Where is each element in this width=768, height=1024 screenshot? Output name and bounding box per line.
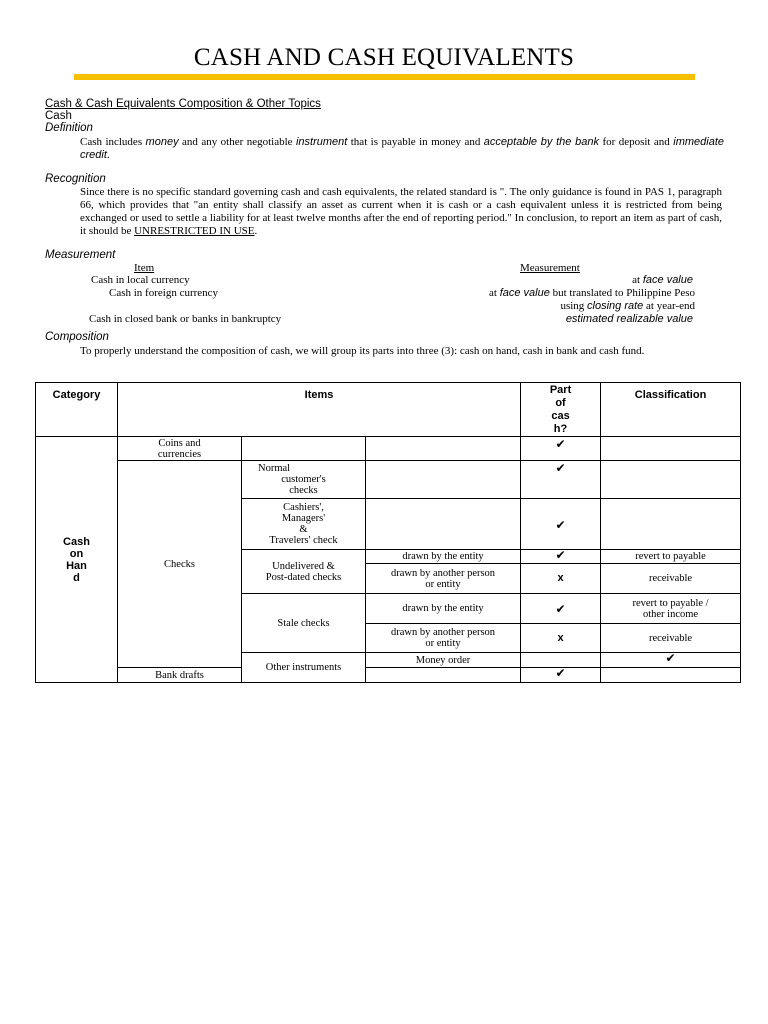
measurement-text: at year-end bbox=[643, 300, 695, 312]
item-stale-checks: Stale checks bbox=[242, 594, 366, 653]
part-of-cash-check: ✔ bbox=[521, 437, 601, 461]
item-checks: Checks bbox=[118, 461, 242, 668]
item-line: & bbox=[299, 524, 308, 535]
sub-item-line: drawn by another person bbox=[390, 627, 496, 638]
header-part-line: of bbox=[555, 397, 566, 409]
item-other-instruments: Other instruments bbox=[242, 653, 366, 683]
header-category: Category bbox=[36, 383, 118, 437]
sub-item-line: drawn by another person bbox=[390, 567, 496, 579]
measurement-col-item: Item bbox=[134, 262, 155, 274]
cash-composition-table bbox=[35, 382, 741, 683]
classification-cell bbox=[601, 668, 741, 683]
sub-item: drawn by the entity bbox=[366, 594, 521, 624]
item-line: Post-dated checks bbox=[265, 571, 342, 583]
composition-paragraph: To properly understand the composition of cash, we will group its parts into three (3): cash on hand, cash in bank and cash fund. bbox=[80, 345, 645, 357]
measurement-emphasis: face value bbox=[642, 274, 693, 286]
category-line: on bbox=[69, 547, 84, 560]
measurement-row-value bbox=[489, 287, 695, 299]
item-undelivered-postdated bbox=[242, 550, 366, 594]
measurement-text: using bbox=[560, 300, 588, 312]
part-of-cash-check: ✔ bbox=[521, 550, 601, 564]
item-line: Undelivered & bbox=[272, 560, 335, 572]
sub-item bbox=[366, 624, 521, 653]
header-part-line: Part bbox=[549, 384, 572, 396]
header-part-of-cash bbox=[521, 383, 601, 437]
item-cashiers-checks bbox=[242, 499, 366, 550]
measurement-label: Measurement bbox=[45, 249, 116, 261]
classification-cell bbox=[601, 594, 741, 624]
definition-text: that is payable in money and bbox=[347, 136, 484, 148]
sub-item-line: or entity bbox=[425, 578, 461, 590]
classification-line: revert to payable / bbox=[632, 597, 709, 609]
recognition-emphasis: UNRESTRICTED IN USE bbox=[134, 225, 255, 237]
part-of-cash-check: ✔ bbox=[521, 594, 601, 624]
part-of-cash-check: ✔ bbox=[521, 461, 601, 499]
item-money-order: Money order bbox=[366, 653, 521, 668]
measurement-col-measurement: Measurement bbox=[520, 262, 580, 274]
sub-item-line: or entity bbox=[425, 638, 461, 649]
composition-label: Composition bbox=[45, 331, 109, 343]
measurement-row-item: Cash in local currency bbox=[91, 274, 190, 286]
classification-cell: receivable bbox=[601, 564, 741, 594]
measurement-emphasis: face value bbox=[499, 287, 550, 299]
header-part-line: cas bbox=[551, 410, 570, 422]
empty-cell bbox=[366, 499, 521, 550]
recognition-text: . bbox=[254, 225, 258, 237]
definition-text: Cash includes bbox=[80, 136, 146, 148]
part-of-cash-check: ✔ bbox=[521, 499, 601, 550]
classification-cell bbox=[601, 437, 741, 461]
definition-text: and any other negotiable bbox=[178, 136, 296, 148]
part-of-cash-check: ✔ bbox=[601, 653, 741, 668]
section-heading: Cash & Cash Equivalents Composition & Other Topics bbox=[45, 98, 321, 110]
definition-emphasis: money bbox=[145, 136, 179, 148]
item-normal-checks bbox=[242, 461, 366, 499]
definition-emphasis: acceptable by the bank bbox=[483, 136, 599, 148]
definition-text: . bbox=[106, 149, 110, 161]
category-cash-on-hand bbox=[36, 437, 118, 683]
definition-emphasis: immediate credit bbox=[80, 136, 724, 161]
definition-emphasis: instrument bbox=[295, 136, 348, 148]
page-title: CASH AND CASH EQUIVALENTS bbox=[193, 44, 575, 71]
category-line: d bbox=[73, 571, 80, 584]
table-row bbox=[36, 668, 741, 683]
empty-cell bbox=[242, 437, 366, 461]
empty-cell bbox=[366, 461, 521, 499]
empty-cell bbox=[366, 668, 521, 683]
recognition-paragraph bbox=[80, 186, 722, 238]
item-bank-drafts: Bank drafts bbox=[118, 668, 242, 683]
sub-item: drawn by the entity bbox=[366, 550, 521, 564]
header-classification: Classification bbox=[601, 383, 741, 437]
measurement-emphasis: closing rate bbox=[587, 300, 644, 312]
item-line: checks bbox=[289, 485, 318, 496]
table-row bbox=[36, 437, 741, 461]
table-row bbox=[36, 461, 741, 499]
measurement-row-value bbox=[632, 274, 693, 286]
recognition-text: Since there is no specific standard governing cash and cash equivalents, the related standard is ". The only guidance is found in PAS 1, paragraph 66, which provides that "an entity shall classify an asset as current when it is cash or a cash equivalent unless it is restricted from being exchanged or used to settle a liability for at least twelve months after the end of reporting period." In conclusion, to report an item as part of cash, it should be bbox=[80, 186, 722, 237]
measurement-text: but translated to Philippine Peso bbox=[549, 287, 695, 299]
classification-line: other income bbox=[642, 608, 699, 620]
definition-paragraph bbox=[80, 136, 724, 162]
item-line: Normal bbox=[258, 463, 291, 474]
measurement-row-value-cont bbox=[560, 300, 695, 312]
title-underline-bar bbox=[74, 74, 695, 80]
recognition-label: Recognition bbox=[45, 173, 106, 185]
classification-cell: receivable bbox=[601, 624, 741, 653]
empty-cell bbox=[366, 437, 521, 461]
measurement-row-item: Cash in foreign currency bbox=[109, 287, 219, 299]
classification-cell bbox=[601, 499, 741, 550]
item-line: customer's bbox=[281, 474, 326, 485]
measurement-row-value: estimated realizable value bbox=[565, 313, 693, 325]
item-line: Coins and bbox=[158, 437, 201, 449]
measurement-row-item: Cash in closed bank or banks in bankruptcy bbox=[89, 313, 282, 325]
sub-item bbox=[366, 564, 521, 594]
measurement-text: at bbox=[632, 274, 643, 286]
item-coins-currencies bbox=[118, 437, 242, 461]
category-line: Cash bbox=[63, 535, 90, 548]
part-of-cash-x: x bbox=[521, 624, 601, 653]
item-line: Travelers' check bbox=[269, 535, 338, 546]
item-line: Cashiers', bbox=[283, 502, 324, 513]
subsection-heading: Cash bbox=[45, 110, 72, 122]
part-of-cash-check: ✔ bbox=[521, 668, 601, 683]
classification-cell bbox=[601, 461, 741, 499]
measurement-text: at bbox=[489, 287, 500, 299]
classification-cell: revert to payable bbox=[601, 550, 741, 564]
header-items: Items bbox=[118, 383, 521, 437]
definition-text: for deposit and bbox=[599, 136, 674, 148]
item-line: Managers' bbox=[281, 513, 326, 524]
item-line: currencies bbox=[157, 448, 202, 460]
part-of-cash-x: x bbox=[521, 564, 601, 594]
header-part-line: h? bbox=[553, 423, 568, 435]
definition-label: Definition bbox=[45, 122, 93, 134]
category-line: Han bbox=[66, 559, 87, 572]
